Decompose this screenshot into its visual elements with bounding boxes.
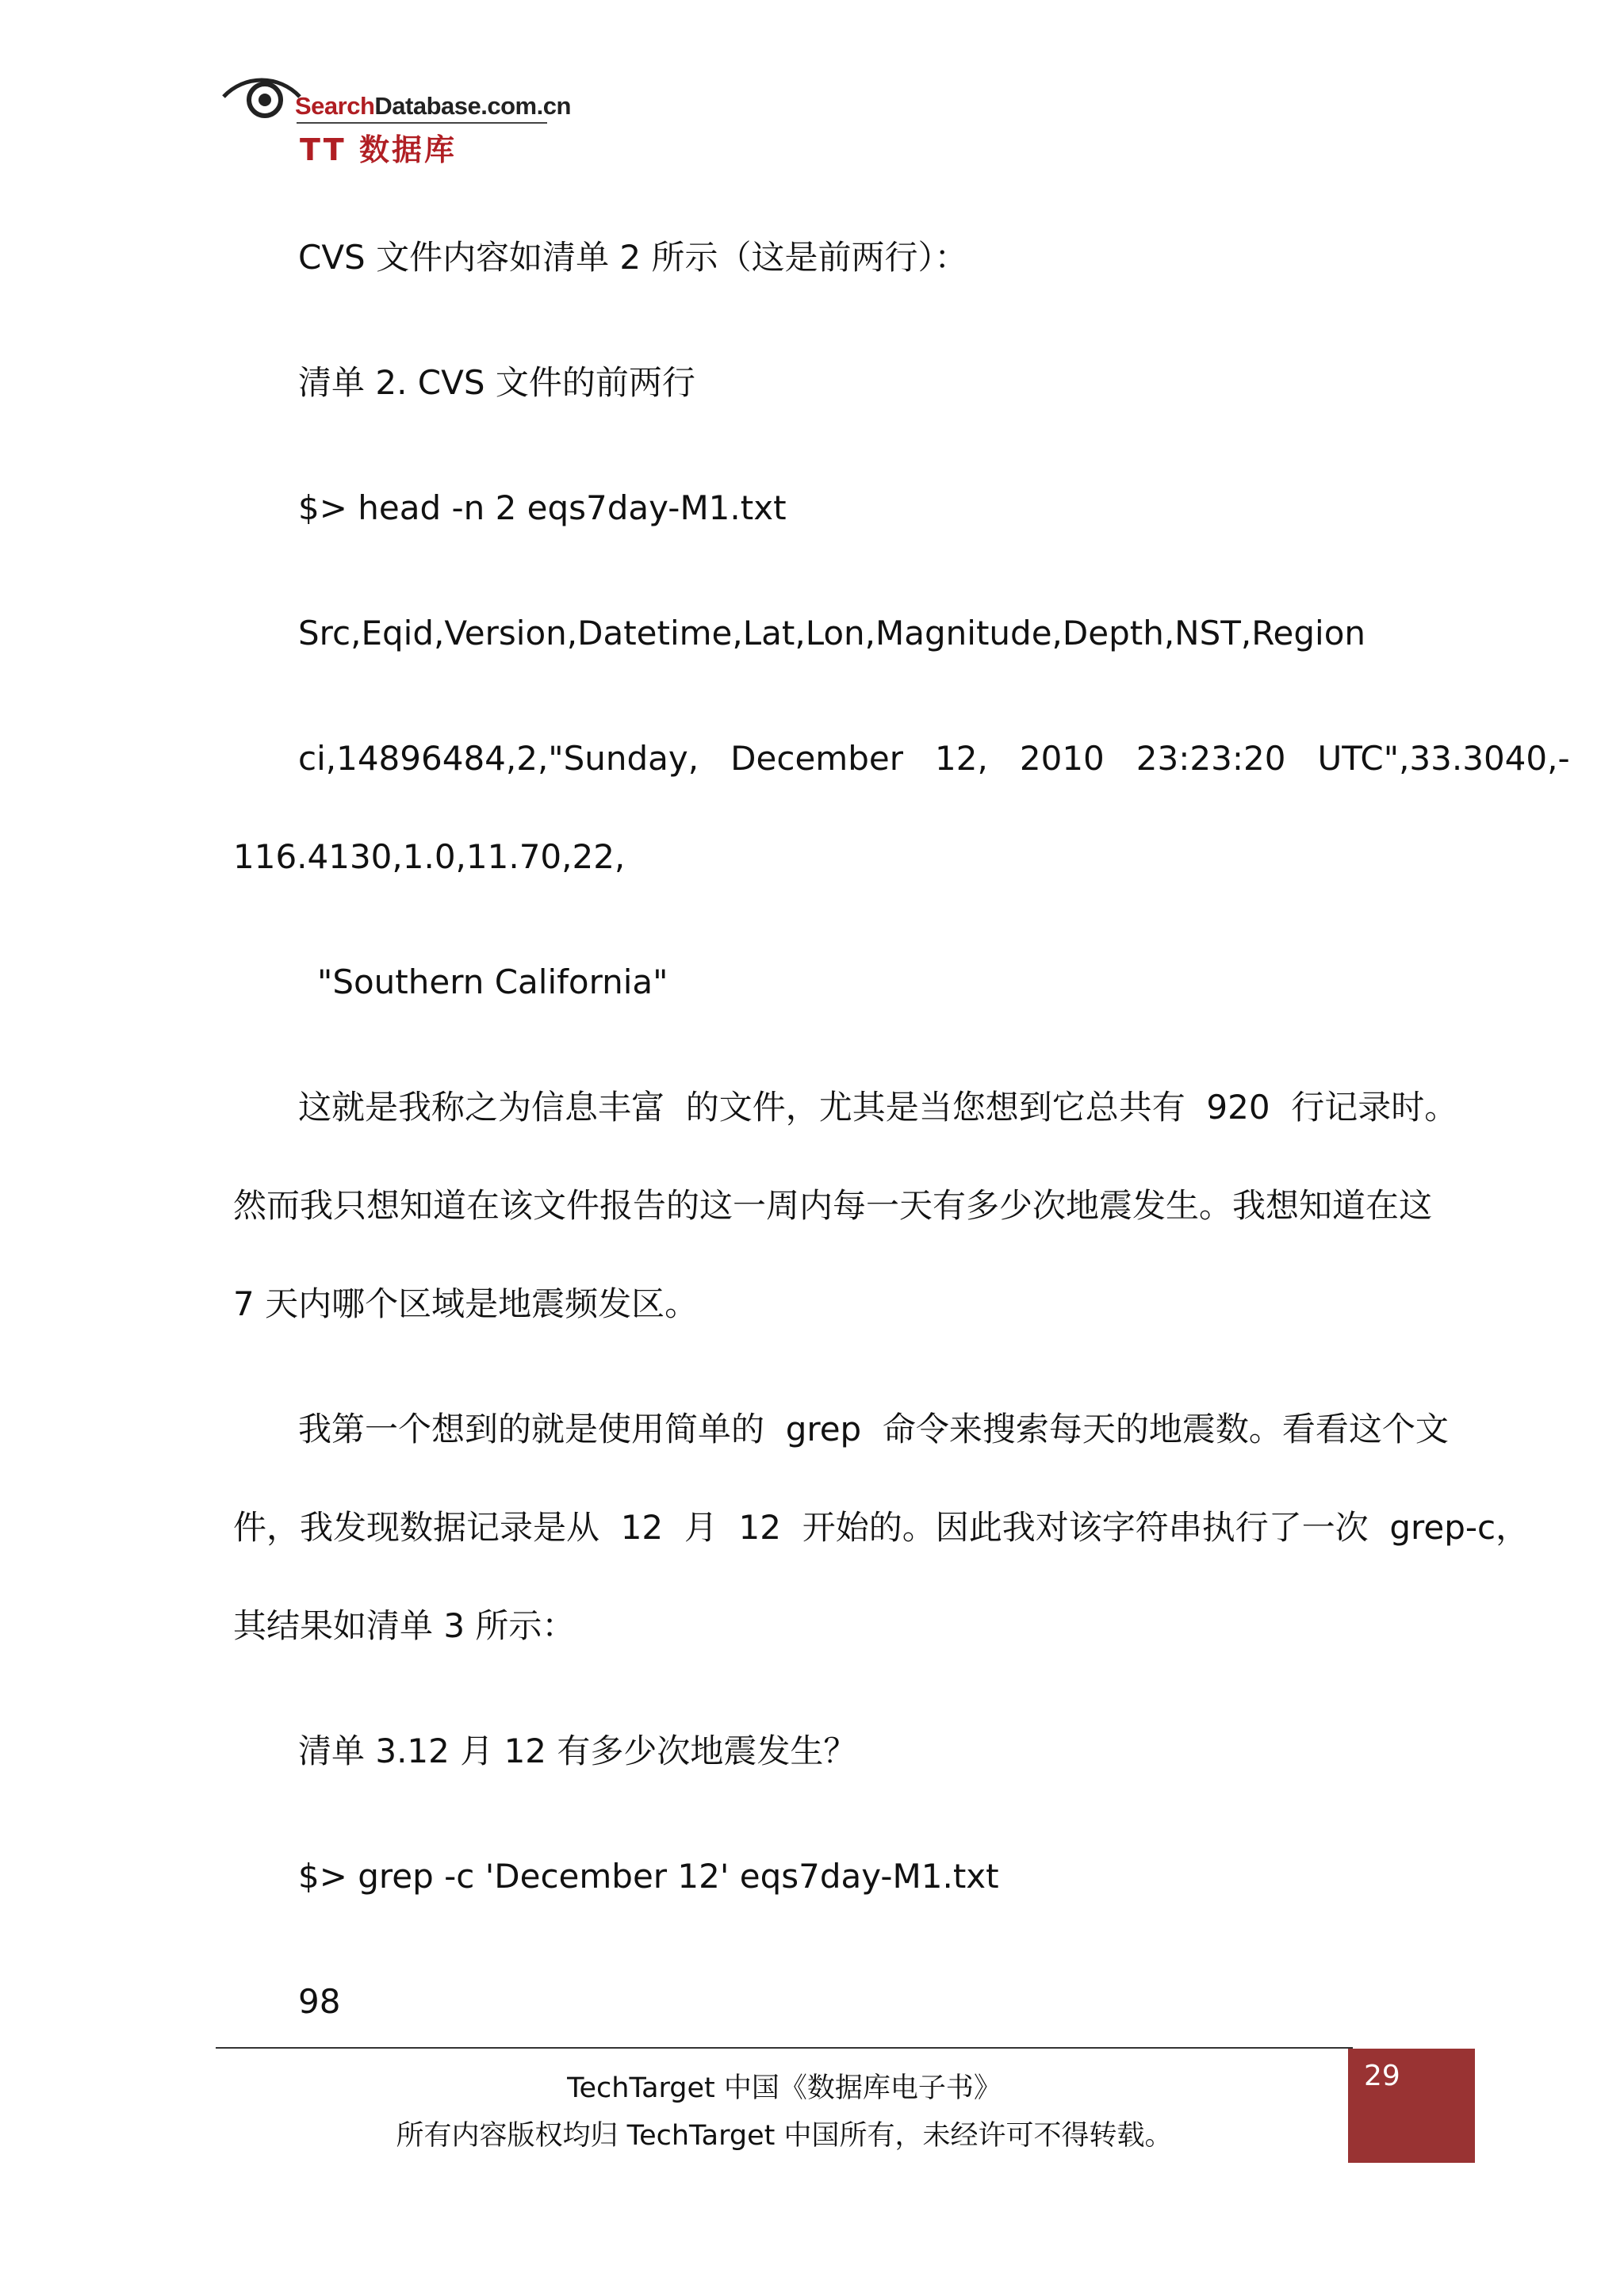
paragraph-2-line-3: 7 天内哪个区域是地震频发区。: [233, 1284, 699, 1323]
logo-cn-text: TT 数据库: [300, 132, 457, 167]
logo-site-main: Database.com.cn: [374, 92, 571, 120]
paragraph-intro: CVS 文件内容如清单 2 所示（这是前两行）：: [298, 238, 968, 277]
listing-2-title: 清单 2. CVS 文件的前两行: [298, 363, 695, 402]
csv-row-line-2: 116.4130,1.0,11.70,22,: [233, 837, 626, 876]
csv-header-line: Src,Eqid,Version,Datetime,Lat,Lon,Magnitude,Depth,NST,Region: [298, 614, 1366, 652]
logo-site-name: [295, 92, 571, 121]
footer-divider: [216, 2047, 1353, 2049]
page-number: 29: [1364, 2060, 1400, 2092]
listing-3-title: 清单 3.12 月 12 有多少次地震发生？: [298, 1732, 857, 1770]
paragraph-3-line-1: 我第一个想到的就是使用简单的 grep 命令来搜索每天的地震数。看看这个文: [298, 1410, 1449, 1448]
site-logo: [220, 67, 571, 170]
command-grep: $> grep -c 'December 12' eqs7day-M1.txt: [298, 1857, 999, 1896]
csv-row-line-1: ci,14896484,2,"Sunday, December 12, 2010 23:23:20 UTC",33.3040,-: [298, 739, 1570, 778]
logo-underline: [297, 122, 547, 124]
footer-publication: TechTarget 中国《数据库电子书》: [567, 2072, 1002, 2104]
page-number-box: [1348, 2049, 1475, 2163]
command-result: 98: [298, 1982, 341, 2021]
logo-site-prefix: Search: [295, 92, 375, 120]
paragraph-3-line-3: 其结果如清单 3 所示：: [233, 1606, 576, 1645]
csv-row-line-3: "Southern California": [317, 962, 668, 1001]
paragraph-3-line-2: 件，我发现数据记录是从 12 月 12 开始的。因此我对该字符串执行了一次 grep-c，: [233, 1508, 1530, 1547]
paragraph-2-line-1: 这就是我称之为信息丰富 的文件，尤其是当您想到它总共有 920 行记录时。: [298, 1088, 1458, 1127]
paragraph-2-line-2: 然而我只想知道在该文件报告的这一周内每一天有多少次地震发生。我想知道在这: [233, 1186, 1433, 1225]
eye-logo-icon: [220, 73, 303, 124]
footer-copyright: 所有内容版权均归 TechTarget 中国所有，未经许可不得转载。: [396, 2120, 1173, 2152]
command-head: $> head -n 2 eqs7day-M1.txt: [298, 488, 787, 527]
